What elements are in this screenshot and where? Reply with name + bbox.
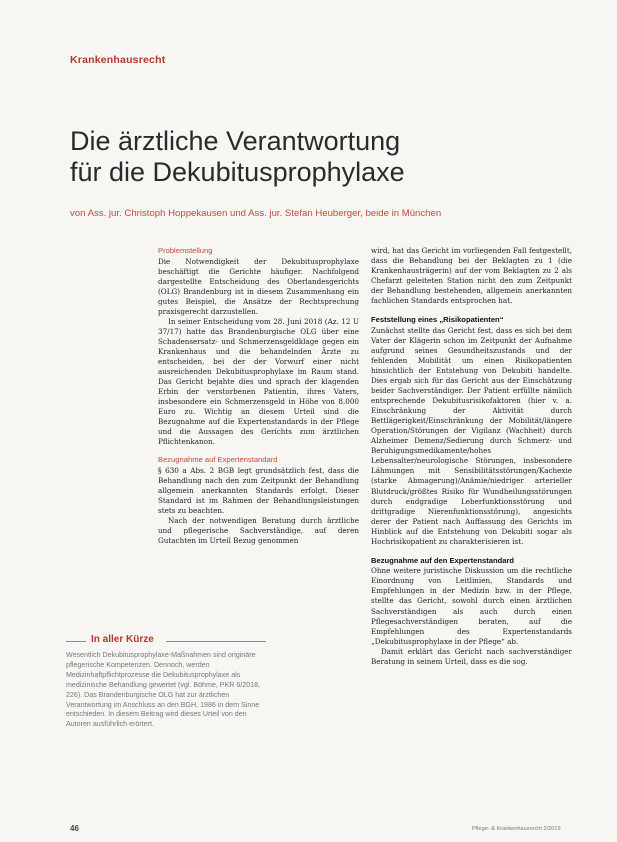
divider-rule [166,641,266,642]
summary-text: Wesentlich Dekubitusprophylaxe-Maßnahmen sind originäre pflegerische Kompetenzen. Dennoch, werden Medizinhaftpflichtprozesse die Dekubitusprophylaxe als medizinische Behandlung gewertet (vgl. Böhme, PKR 6/2018, 226). Das Brandenburgische OLG hat zur ärztlichen Verantwortung im Anschluss an den BGH, 1986 in dem Sinne entschieden. In diesem Beitrag wird dieses Urteil von den Autoren ausführlich erörtert. [66,651,261,729]
paragraph: In seiner Entscheidung vom 28. Juni 2018 (Az. 12 U 37/17) hatte das Brandenburgische OLG über eine Schadensersatz- und Schmerzensgeldklage gegen ein Krankenhaus und die behandelnden Ärzte zu entscheiden, bei der der Vorwurf einer nicht ausreichenden Dekubitusprophylaxe im Raum stand. Das Gericht bejahte dies und sprach der klagenden Erbin der verstorbenen Patientin, ihres Vaters, insbesondere ein Schmerzensgeld in Höhe von 8.000 Euro zu. Wichtig an diesem Urteil sind die Bezugnahme auf die Expertenstandards in der Pflege und die Aussagen des Gerichts zum ärztlichen Pflichtenkanon. [158,316,359,447]
text-column-left [158,246,359,546]
paragraph: wird, hat das Gericht im vorliegenden Fall festgestellt, dass die Behandlung bei der Beklagten zu 1 (die Krankenhausträgerin) auf der vom Beklagten zu 2 als Chefarzt geleiteten Station nicht den zum Zeitpunkt der Behandlung bestehenden, allgemein anerkannten fachlichen Standards entsprochen hat. [371,246,572,306]
divider-rule [66,641,86,642]
title-line-1: Die ärztliche Verantwortung [70,126,401,156]
heading-risikopatient: Feststellung eines „Risikopatienten“ [371,315,504,325]
paragraph: Nach der notwendigen Beratung durch ärztliche und pflegerische Sachverständige, auf deren Gutachten im Urteil Bezug genommen [158,516,359,546]
paragraph: Ohne weitere juristische Diskussion um die rechtliche Einordnung von Leitlinien, Standards und Empfehlungen in der Medizin bzw. in der Pflege, stellte das Gericht, sowohl durch einen ärztlichen Sachverständigen als auch durch einen Pflegesachverständigen beraten, auf die Empfehlungen des Expertenstandards „Dekubitusprophylaxe in der Pflege“ ab. [371,566,572,646]
journal-reference: Pflege- & Krankenhausrecht 2/2019 [472,826,561,832]
summary-box-header [66,634,272,648]
heading-bezugnahme-expertenstandard: Bezugnahme auf den Expertenstandard [371,555,515,565]
page-number: 46 [70,824,79,833]
article-title [70,126,550,188]
paragraph: § 630 a Abs. 2 BGB legt grundsätzlich fest, dass die Behandlung nach den zum Zeitpunkt der Behandlung allgemein anerkannten Standards erfolgt. Dieser Standard ist im Rahmen der Behandlungsleistungen stets zu beachten. [158,465,359,516]
paragraph: Zunächst stellte das Gericht fest, dass es sich bei dem Vater der Klägerin schon im Zeitpunkt der Aufnahme aufgrund seines Gesundheitszustands und der fehlenden Mobilität um einen Risikopatienten hinsichtlich der Entstehung von Dekubiti handelte. Dies ergab sich für das Gericht aus der Einschätzung beider Sachverständiger. Der Patient erfüllte nämlich entsprechende Dekubitusrisikofaktoren (hier v. a. Einschränkung der Aktivität durch Bettlägerigkeit/Einschränkung der Mobilität/längere Operation/Störungen der Vigilanz (Wachheit) durch Alzheimer Demenz/Sedierung durch Schmerz- und Beruhigungsmedikamente/hohes Lebensalter/neurologische Störungen, insbesondere Lähmungen mit Sensibilitätsstörungen/Kachexie (starke Abmagerung)/Anämie/niedriger arterieller Blutdruck/größtes Risiko für Wundheilungsstörungen durch endgradige Leberfunktionsstörung und drittgradige Nierenfunktionsstörung), angesichts derer der Patient nach Auffassung des Gerichts im Hinblick auf die Entstehung von Dekubiti sogar als Hochrisikopatient zu charakterisieren ist. [371,325,572,546]
summary-box [66,634,272,730]
heading-expertenstandard: Bezugnahme auf Expertenstandard [158,455,278,465]
summary-heading: In aller Kürze [91,634,154,645]
title-line-2: für die Dekubitusprophylaxe [70,157,405,187]
paragraph: Die Notwendigkeit der Dekubitusprophylaxe beschäftigt die Gerichte häufiger. Nachfolgend dargestellte Entscheidung des Oberlandesgerichts (OLG) Brandenburg ist in diesem Zusammenhang ein gutes Beispiel, die Ansätze der Rechtsprechung praxisgerecht darzustellen. [158,256,359,316]
section-rubric: Krankenhausrecht [70,54,166,66]
heading-problemstellung: Problemstellung [158,246,213,255]
paragraph: Damit erklärt das Gericht nach sachverständiger Beratung in seinem Urteil, dass es die sog. [371,646,572,666]
text-column-right [371,246,572,667]
author-byline: von Ass. jur. Christoph Hoppekausen und Ass. jur. Stefan Heuberger, beide in München [70,208,442,219]
